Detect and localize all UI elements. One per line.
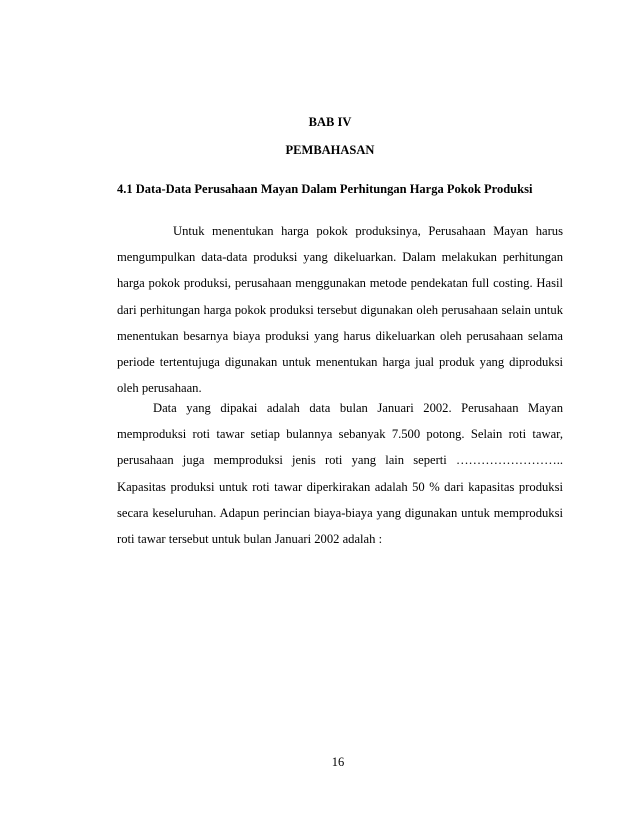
- paragraph-2: Data yang dipakai adalah data bulan Januari 2002. Perusahaan Mayan memproduksi roti tawar setiap bulannya sebanyak 7.500 potong. Selain roti tawar, perusahaan juga memproduksi jenis roti yang lain seperti …………………….. Kapasitas produksi untuk roti tawar diperkirakan adalah 50 % dari kapasitas produksi secara keseluruhan. Adapun perincian biaya-biaya yang digunakan untuk memproduksi roti tawar tersebut untuk bulan Januari 2002 adalah :: [117, 401, 563, 547]
- section-heading: 4.1 Data-Data Perusahaan Mayan Dalam Perhitungan Harga Pokok Produksi: [117, 182, 533, 196]
- page-number: 16: [331, 755, 345, 769]
- paragraph-1: Untuk menentukan harga pokok produksinya, Perusahaan Mayan harus mengumpulkan data-data produksi yang dikeluarkan. Dalam melakukan perhitungan harga pokok produksi, perusahaan menggunakan metode pendekatan full costing. Hasil dari perhitungan harga pokok produksi tersebut digunakan oleh perusahaan selain untuk menentukan besarnya biaya produksi yang harus dikeluarkan oleh perusahaan selama periode tertentujuga digunakan untuk menentukan harga jual produk yang diproduksi oleh perusahaan.: [117, 224, 563, 396]
- chapter-title: PEMBAHASAN: [285, 143, 375, 157]
- chapter-number: BAB IV: [308, 115, 352, 129]
